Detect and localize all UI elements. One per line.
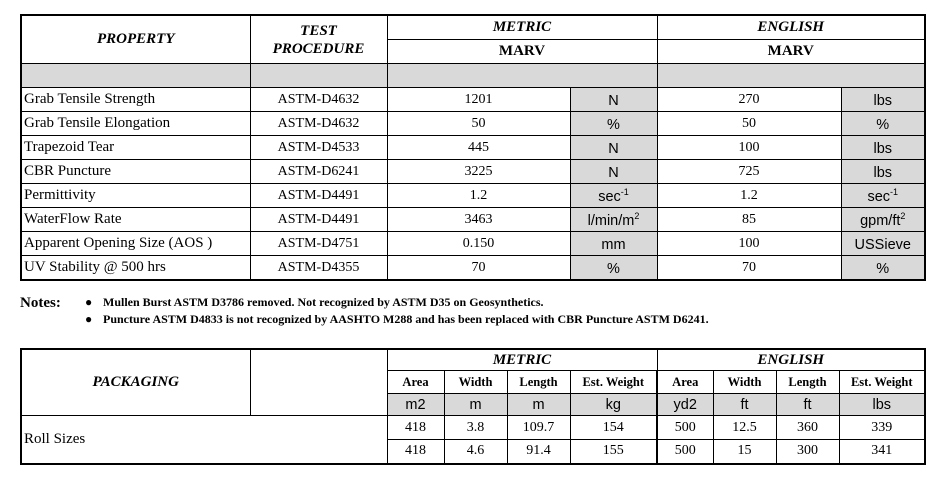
english-unit-text: lbs [873,140,893,157]
pack-value: 500 [657,440,713,464]
pack-value: 418 [387,440,444,464]
english-unit [841,184,925,208]
property-row [21,232,925,256]
pack-column-header: Est. Weight [839,371,925,394]
blank-cell [250,416,387,464]
metric-value [387,112,570,136]
english-value [657,136,841,160]
english-unit [841,88,925,112]
english-unit-text: USSieve [854,236,911,253]
english-marv-header: MARV [657,40,925,64]
metric-unit-superscript: 2 [634,210,640,221]
english-value [657,232,841,256]
test-procedure [250,160,387,184]
english-value-text: 725 [738,163,760,179]
metric-marv-header: MARV [387,40,657,64]
pack-value: 91.4 [507,440,570,464]
english-unit-text: % [876,116,890,133]
note-text: Mullen Burst ASTM D3786 removed. Not recognized by ASTM D35 on Geosynthetics. [103,295,544,309]
pack-metric-header: METRIC [387,349,657,371]
english-unit-superscript: -1 [890,186,899,197]
property-row [21,112,925,136]
pack-unit: lbs [839,394,925,416]
property-row [21,208,925,232]
test-procedure-text: ASTM-D4632 [277,91,360,107]
english-value [657,256,841,281]
english-value [657,112,841,136]
english-value-text: 85 [742,211,756,227]
pack-unit: ft [713,394,776,416]
spacer-cell [21,64,250,88]
pack-value: 15 [713,440,776,464]
property-name [21,112,250,136]
pack-data-row [21,416,925,440]
property-name-text: Trapezoid Tear [24,139,115,155]
test-procedure [250,232,387,256]
property-row [21,160,925,184]
pack-value: 109.7 [507,416,570,440]
english-unit [841,112,925,136]
metric-value-text: 0.150 [462,235,495,251]
english-value [657,160,841,184]
english-value-text: 50 [742,115,756,131]
property-name [21,160,250,184]
property-row [21,184,925,208]
english-value-text: 270 [738,91,760,107]
pack-header-row [21,349,925,371]
test-header-line1: TEST [300,22,337,39]
english-unit-text: gpm/ft [860,212,901,229]
gray-spacer-row [21,64,925,88]
pack-column-header: Area [387,371,444,394]
spacer-cell [387,64,657,88]
english-unit-text: % [876,260,890,277]
test-procedure-header [250,15,387,64]
pack-value: 300 [776,440,839,464]
english-unit-text: lbs [873,164,893,181]
test-procedure-text: ASTM-D4751 [277,235,360,251]
metric-unit [570,112,657,136]
property-name-text: CBR Puncture [24,163,112,179]
pack-unit: m [507,394,570,416]
metric-unit-text: % [607,116,620,133]
note-item [85,312,709,327]
english-value-text: 100 [738,139,760,155]
metric-unit-text: N [608,92,619,109]
pack-english-header: ENGLISH [657,349,925,371]
pack-unit: ft [776,394,839,416]
english-unit [841,232,925,256]
english-unit [841,256,925,281]
pack-value: 4.6 [444,440,507,464]
note-item [85,295,544,310]
test-procedure-text: ASTM-D4355 [277,259,360,275]
note-text: Puncture ASTM D4833 is not recognized by AASHTO M288 and has been replaced with CBR Puncture ASTM D6241. [103,312,709,326]
property-name-text: Apparent Opening Size (AOS ) [24,235,213,251]
property-name [21,88,250,112]
property-name [21,232,250,256]
metric-unit-superscript: -1 [620,186,629,197]
metric-value [387,232,570,256]
spacer-cell [657,64,925,88]
metric-unit-text: N [608,140,619,157]
property-name [21,184,250,208]
metric-value-text: 3225 [464,163,493,179]
notes-label: Notes: [20,295,61,311]
bullet-icon: ● [85,295,93,309]
metric-unit [570,88,657,112]
metric-value-text: 445 [468,139,489,155]
pack-value: 341 [839,440,925,464]
pack-column-header: Width [713,371,776,394]
english-unit [841,160,925,184]
metric-value-text: 50 [471,115,486,131]
property-name [21,256,250,281]
pack-unit: m [444,394,507,416]
spacer-cell [250,64,387,88]
property-row [21,136,925,160]
metric-unit-text: l/min/m [587,212,635,229]
metric-unit-text: mm [601,236,626,253]
test-procedure-text: ASTM-D4632 [277,115,360,131]
metric-unit [570,232,657,256]
pack-value: 418 [387,416,444,440]
english-value [657,184,841,208]
metric-unit [570,208,657,232]
test-procedure [250,256,387,281]
english-unit-text: sec [867,188,891,205]
metric-unit [570,160,657,184]
metric-unit-text: sec [598,188,621,205]
pack-column-header: Width [444,371,507,394]
property-name [21,136,250,160]
english-value [657,208,841,232]
pack-value: 154 [570,416,657,440]
english-unit [841,208,925,232]
test-header-line2: PROCEDURE [272,40,365,57]
test-procedure [250,88,387,112]
english-value-text: 100 [738,235,760,251]
property-name [21,208,250,232]
metric-value [387,208,570,232]
pack-column-header: Length [776,371,839,394]
metric-unit [570,136,657,160]
english-unit-text: lbs [873,92,893,109]
packaging-table [20,348,926,465]
roll-sizes-label: Roll Sizes [21,416,250,464]
english-value [657,88,841,112]
pack-column-header: Length [507,371,570,394]
english-header: ENGLISH [657,15,925,40]
test-procedure [250,208,387,232]
property-name-text: UV Stability @ 500 hrs [24,259,166,275]
packaging-header: PACKAGING [21,349,250,416]
pack-value: 155 [570,440,657,464]
pack-value: 339 [839,416,925,440]
metric-unit [570,184,657,208]
test-procedure-text: ASTM-D4491 [277,211,360,227]
pack-unit: yd2 [657,394,713,416]
english-unit-superscript: 2 [900,210,906,221]
english-value-text: 1.2 [740,187,758,203]
test-procedure-text: ASTM-D6241 [277,163,360,179]
english-value-text: 70 [742,259,756,275]
pack-column-header: Est. Weight [570,371,657,394]
property-row [21,256,925,281]
blank-cell [250,349,387,416]
test-procedure [250,136,387,160]
metric-unit-text: % [607,260,620,277]
english-unit [841,136,925,160]
property-header: PROPERTY [21,15,250,64]
header-row [21,15,925,40]
test-procedure [250,184,387,208]
property-name-text: Permittivity [24,187,96,203]
test-procedure [250,112,387,136]
property-name-text: Grab Tensile Elongation [24,115,171,131]
pack-value: 12.5 [713,416,776,440]
test-procedure-text: ASTM-D4491 [277,187,360,203]
metric-value [387,256,570,281]
property-name-text: WaterFlow Rate [24,211,122,227]
pack-value: 360 [776,416,839,440]
properties-table [20,14,926,281]
metric-header: METRIC [387,15,657,40]
metric-unit [570,256,657,281]
metric-unit-text: N [608,164,619,181]
metric-value-text: 1201 [464,91,493,107]
metric-value [387,88,570,112]
test-procedure-text: ASTM-D4533 [277,139,360,155]
property-name-text: Grab Tensile Strength [24,91,156,107]
pack-column-header: Area [657,371,713,394]
metric-value [387,160,570,184]
property-rows [21,88,925,281]
bullet-icon: ● [85,312,93,326]
pack-unit: kg [570,394,657,416]
pack-unit: m2 [387,394,444,416]
pack-value: 3.8 [444,416,507,440]
metric-value [387,184,570,208]
metric-value-text: 3463 [464,211,493,227]
metric-value-text: 1.2 [469,187,488,203]
metric-value [387,136,570,160]
metric-value-text: 70 [471,259,486,275]
pack-value: 500 [657,416,713,440]
property-row [21,88,925,112]
